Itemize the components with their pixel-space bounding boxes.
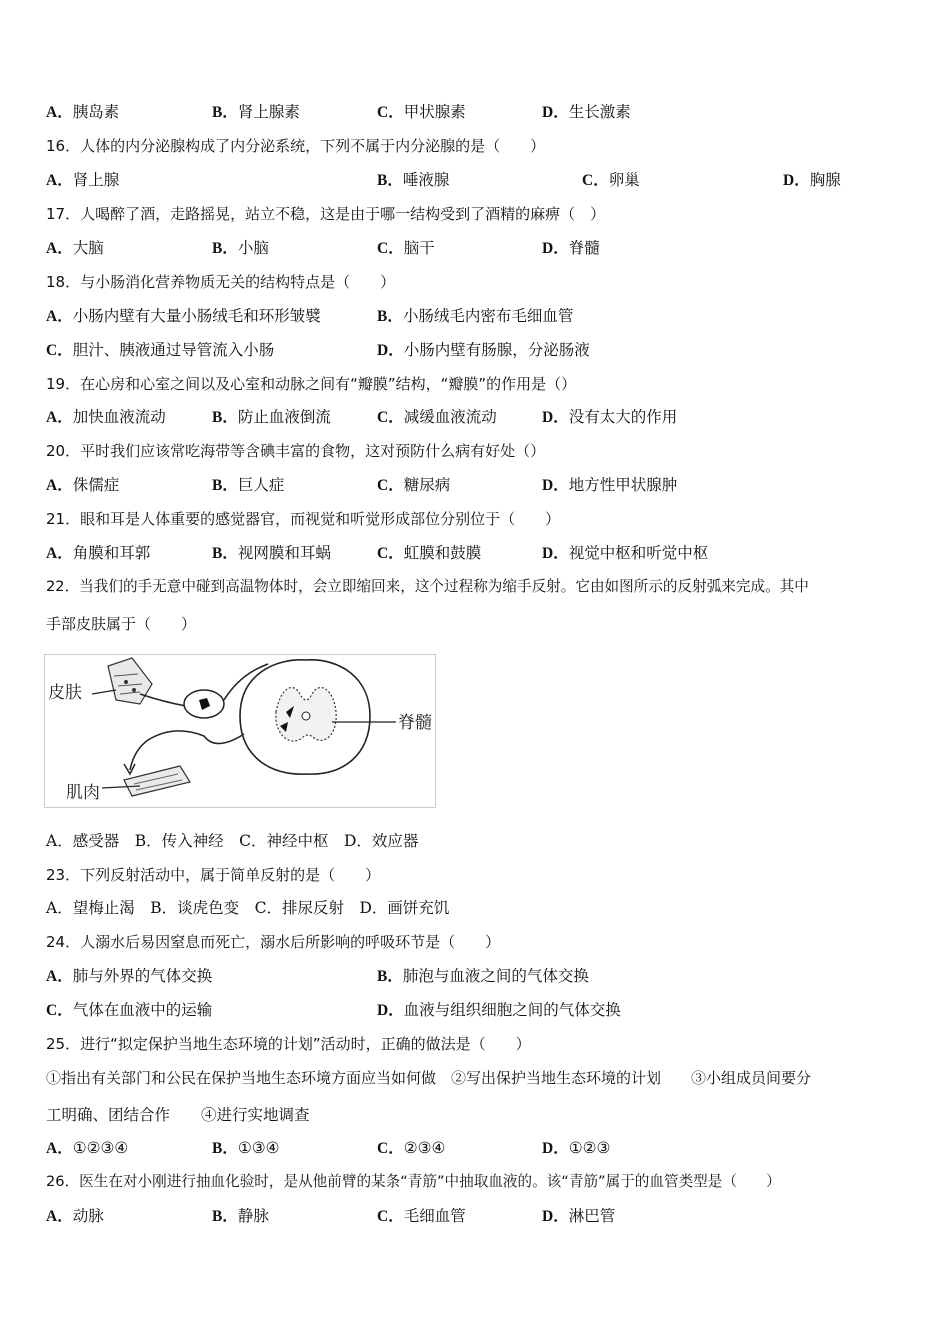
q15-option-b: B．肾上腺素	[212, 103, 300, 121]
q18-option-b: B．小肠绒毛内密布毛细血管	[377, 307, 574, 325]
q25-items-line2: 工明确、团结合作 ④进行实地调查	[46, 1106, 310, 1124]
q25-option-c: C．②③④	[377, 1139, 446, 1157]
q19-option-a: A．加快血液流动	[46, 408, 166, 426]
q18-option-c: C．胆汁、胰液通过导管流入小肠	[46, 341, 275, 359]
q23-options: A．望梅止渴 B．谈虎色变 C．排尿反射 D．画饼充饥	[46, 899, 450, 917]
q21-option-d: D．视觉中枢和听觉中枢	[542, 544, 709, 562]
q16-option-d: D．胸腺	[783, 171, 841, 189]
reflex-arc-figure	[44, 654, 436, 808]
q20-option-d: D．地方性甲状腺肿	[542, 476, 678, 494]
q25-stem: 25．进行“拟定保护当地生态环境的计划”活动时，正确的做法是（ ）	[46, 1035, 531, 1053]
q20-option-c: C．糖尿病	[377, 476, 451, 494]
q21-option-a: A．角膜和耳郭	[46, 544, 151, 562]
q22-stem-line1: 22．当我们的手无意中碰到高温物体时，会立即缩回来，这个过程称为缩手反射。它由如图所示的反射弧来完成。其中	[46, 578, 809, 595]
q21-stem: 21．眼和耳是人体重要的感觉器官，而视觉和听觉形成部位分别位于（ ）	[46, 510, 561, 528]
q17-option-d: D．脊髓	[542, 239, 600, 257]
q18-option-a: A．小肠内壁有大量小肠绒毛和环形皱襞	[46, 307, 321, 325]
q25-items-line1: ①指出有关部门和公民在保护当地生态环境方面应当如何做 ②写出保护当地生态环境的计划 ③小组成员间要分	[46, 1069, 812, 1087]
q20-stem: 20．平时我们应该常吃海带等含碘丰富的食物，这对预防什么病有好处（）	[46, 442, 546, 460]
label-skin: 皮肤	[48, 683, 82, 703]
q26-option-b: B．静脉	[212, 1207, 269, 1225]
q22-stem-line2: 手部皮肤属于（ ）	[46, 615, 197, 633]
q21-option-c: C．虹膜和鼓膜	[377, 544, 482, 562]
label-muscle: 肌肉	[66, 783, 100, 803]
q24-option-c: C．气体在血液中的运输	[46, 1001, 213, 1019]
q21-option-b: B．视网膜和耳蜗	[212, 544, 331, 562]
q15-option-a: A．胰岛素	[46, 103, 120, 121]
q23-stem: 23．下列反射活动中，属于简单反射的是（ ）	[46, 866, 381, 884]
q17-option-a: A．大脑	[46, 239, 104, 257]
q16-stem: 16．人体的内分泌腺构成了内分泌系统，下列不属于内分泌腺的是（ ）	[46, 137, 546, 155]
spinal-cord	[240, 660, 370, 774]
q24-option-a: A．肺与外界的气体交换	[46, 967, 213, 985]
q16-option-c: C．卵巢	[582, 171, 640, 189]
q25-option-b: B．①③④	[212, 1139, 280, 1157]
q19-option-c: C．减缓血液流动	[377, 408, 497, 426]
q26-stem: 26．医生在对小刚进行抽血化验时，是从他前臂的某条“青筋”中抽取血液的。该“青筋”属于的血管类型是（ ）	[46, 1173, 781, 1190]
q25-option-a: A．①②③④	[46, 1139, 129, 1157]
q16-option-a: A．肾上腺	[46, 171, 120, 189]
q22-options: A．感受器 B．传入神经 C．神经中枢 D．效应器	[46, 832, 419, 850]
q19-option-b: B．防止血液倒流	[212, 408, 331, 426]
q24-option-b: B．肺泡与血液之间的气体交换	[377, 967, 589, 985]
figure-frame	[45, 655, 436, 808]
q17-stem: 17．人喝醉了酒，走路摇晃，站立不稳，这是由于哪一结构受到了酒精的麻痹（ ）	[46, 205, 606, 223]
q20-option-a: A．侏儒症	[46, 476, 120, 494]
q19-stem: 19．在心房和心室之间以及心室和动脉之间有“瓣膜”结构，“瓣膜”的作用是（）	[46, 375, 577, 393]
q17-option-b: B．小脑	[212, 239, 269, 257]
reflex-arc-diagram	[44, 654, 436, 808]
q26-option-a: A．动脉	[46, 1207, 104, 1225]
q18-option-d: D．小肠内壁有肠腺，分泌肠液	[377, 341, 590, 359]
q18-stem: 18．与小肠消化营养物质无关的结构特点是（ ）	[46, 273, 396, 291]
q15-option-d: D．生长激素	[542, 103, 631, 121]
label-spinal-cord: 脊髓	[398, 713, 432, 733]
q15-option-c: C．甲状腺素	[377, 103, 466, 121]
q25-option-d: D．①②③	[542, 1139, 611, 1157]
q24-stem: 24．人溺水后易因窒息而死亡，溺水后所影响的呼吸环节是（ ）	[46, 933, 501, 951]
q19-option-d: D．没有太大的作用	[542, 408, 678, 426]
q17-option-c: C．脑干	[377, 239, 435, 257]
q26-option-c: C．毛细血管	[377, 1207, 466, 1225]
q16-option-b: B．唾液腺	[377, 171, 450, 189]
q26-option-d: D．淋巴管	[542, 1207, 616, 1225]
q20-option-b: B．巨人症	[212, 476, 285, 494]
q24-option-d: D．血液与组织细胞之间的气体交换	[377, 1001, 621, 1019]
